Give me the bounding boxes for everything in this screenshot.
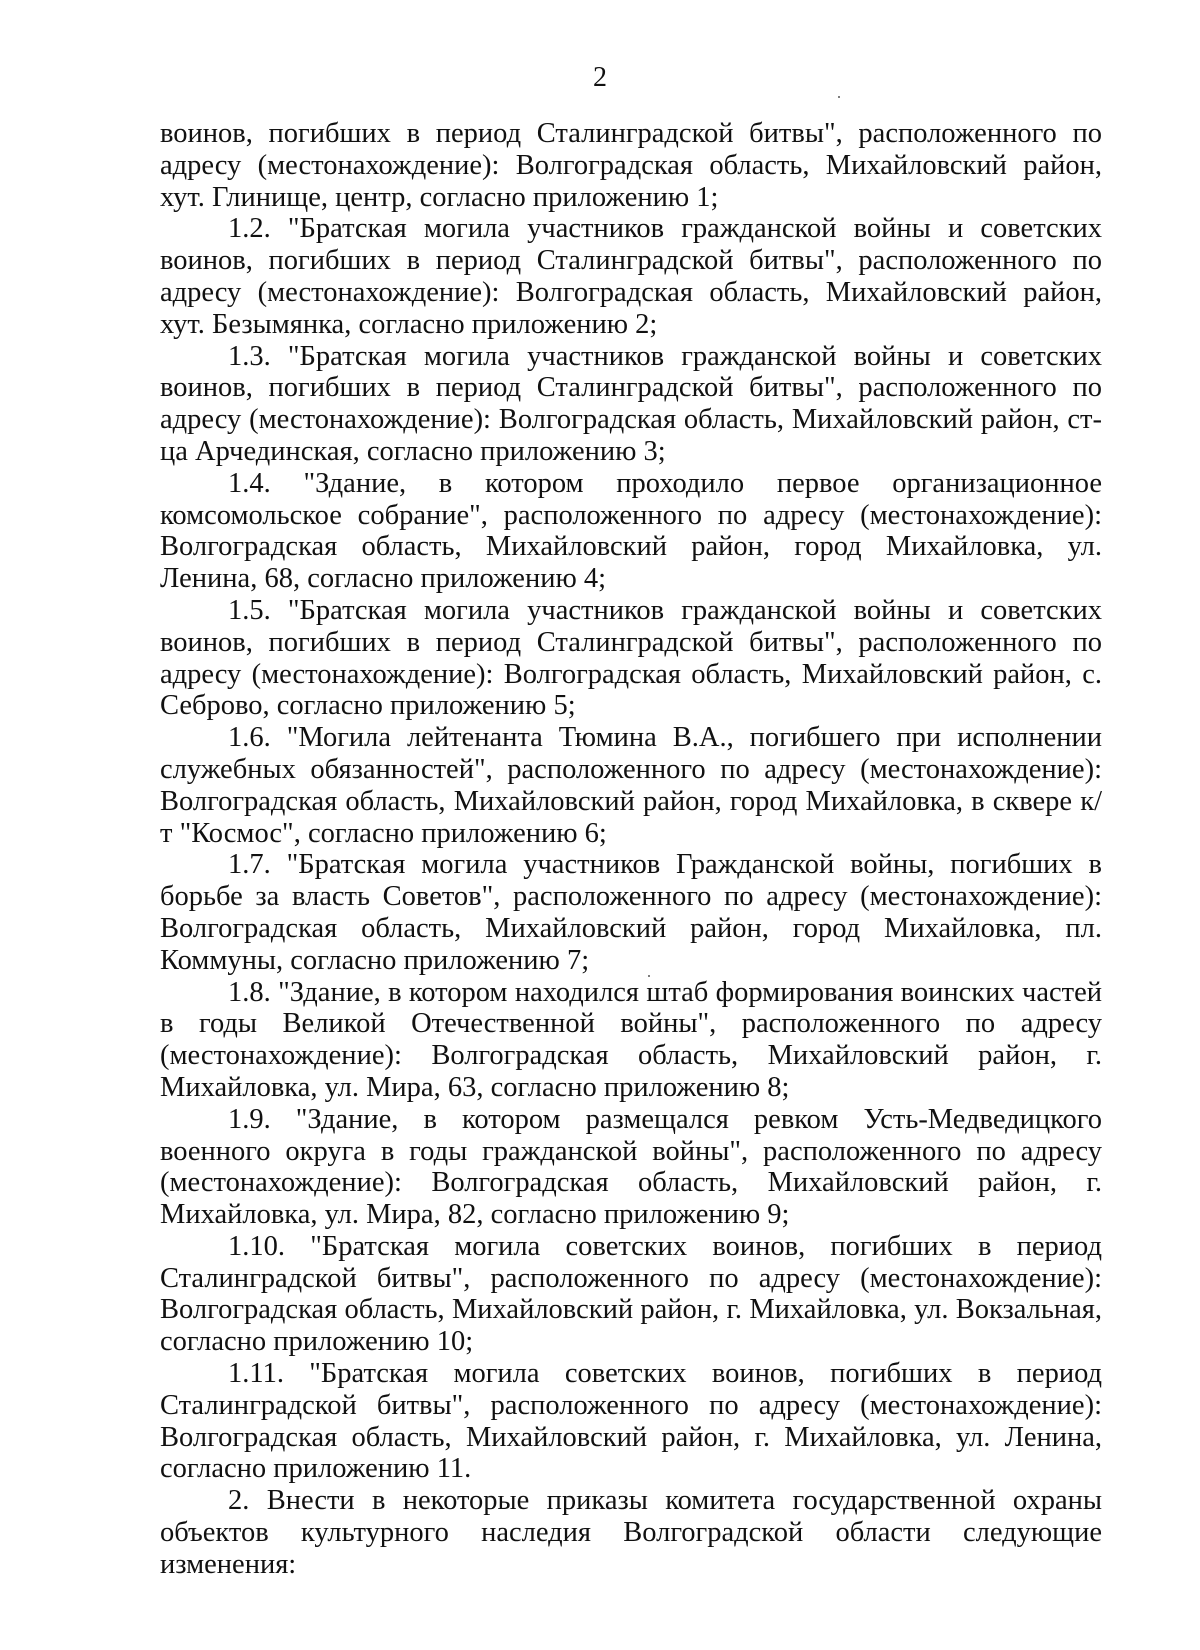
- paragraph-item-1-6: 1.6. "Могила лейтенанта Тюмина В.А., погибшего при исполнении служебных обязанностей", расположенного по адресу (местонахождение): Волгоградская область, Михайловский район, город Михайловка, в сквере к/т "Космос", согласно приложению 6;: [160, 722, 1102, 849]
- paragraph-item-1-11: 1.11. "Братская могила советских воинов, погибших в период Сталинградской битвы", расположенного по адресу (местонахождение): Волгоградская область, Михайловский район, г. Михайловка, ул. Ленина, согласно приложению 11.: [160, 1358, 1102, 1485]
- page-number: 2: [593, 62, 607, 93]
- paragraph-item-1-10: 1.10. "Братская могила советских воинов, погибших в период Сталинградской битвы", расположенного по адресу (местонахождение): Волгоградская область, Михайловский район, г. Михайловка, ул. Вокзальная, согласно приложению 10;: [160, 1230, 1102, 1358]
- paragraph-item-1-3: 1.3. "Братская могила участников гражданской войны и советских воинов, погибших в период Сталинградской битвы", расположенного по адресу (местонахождение): Волгоградская область, Михайловский район, ст-ца Арчединская, согласно приложению 3;: [160, 340, 1102, 467]
- paragraph-item-1-5: 1.5. "Братская могила участников гражданской войны и советских воинов, погибших в период Сталинградской битвы", расположенного по адресу (местонахождение): Волгоградская область, Михайловский район, с. Себрово, согласно приложению 5;: [160, 594, 1102, 722]
- paragraph-item-1-7: 1.7. "Братская могила участников Гражданской войны, погибших в борьбе за власть Советов", расположенного по адресу (местонахождение): Волгоградская область, Михайловский район, город Михайловка, пл. Коммуны, согласно приложению 7;: [160, 849, 1102, 976]
- document-body: [160, 118, 1102, 1581]
- paragraph-item-1-2: 1.2. "Братская могила участников гражданской войны и советских воинов, погибших в период Сталинградской битвы", расположенного по адресу (местонахождение): Волгоградская область, Михайловский район, хут. Безымянка, согласно приложению 2;: [160, 213, 1102, 340]
- paragraph-item-1-4: 1.4. "Здание, в котором проходило первое организационное комсомольское собрание", расположенного по адресу (местонахождение): Волгоградская область, Михайловский район, город Михайловка, ул. Ленина, 68, согласно приложению 4;: [160, 467, 1102, 595]
- scan-speck: [838, 96, 840, 98]
- paragraph-item-1-9: 1.9. "Здание, в котором размещался ревком Усть-Медведицкого военного округа в годы гражданской войны", расположенного по адресу (местонахождение): Волгоградская область, Михайловский район, г. Михайловка, ул. Мира, 82, согласно приложению 9;: [160, 1103, 1102, 1231]
- paragraph-continuation: воинов, погибших в период Сталинградской битвы", расположенного по адресу (местонахождение): Волгоградская область, Михайловский район, хут. Глинище, центр, согласно приложению 1;: [160, 118, 1102, 213]
- paragraph-item-2: 2. Внести в некоторые приказы комитета государственной охраны объектов культурного наследия Волгоградской области следующие изменения:: [160, 1485, 1102, 1580]
- paragraph-item-1-8: 1.8. "Здание, в котором находился штаб формирования воинских частей в годы Великой Отечественной войны", расположенного по адресу (местонахождение): Волгоградская область, Михайловский район, г. Михайловка, ул. Мира, 63, согласно приложению 8;: [160, 976, 1102, 1103]
